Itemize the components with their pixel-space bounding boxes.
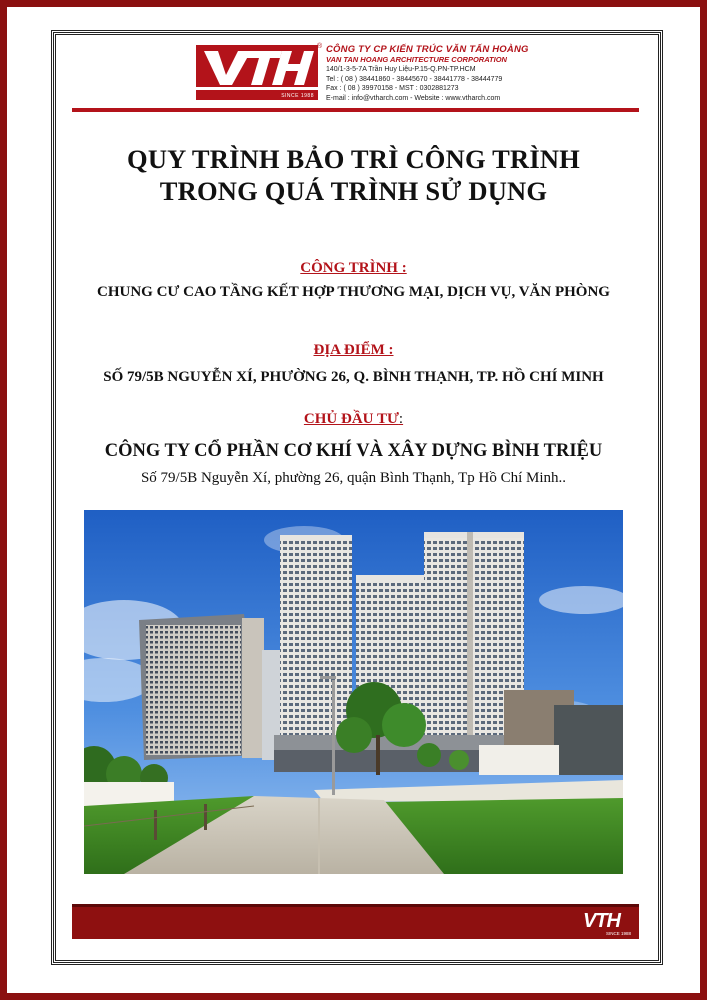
owner-label: CHỦ ĐẦU TƯ [303, 411, 399, 427]
company-name-vi: CÔNG TY CP KIẾN TRÚC VĂN TẤN HOÀNG [326, 44, 529, 55]
company-address: 140/1-3-5-7A Trần Huy Liệu-P.15-Q.PN-TP.HCM [326, 66, 476, 73]
project-value: CHUNG CƯ CAO TẦNG KẾT HỢP THƯƠNG MẠI, DỊCH VỤ, VĂN PHÒNG [97, 284, 610, 300]
company-fax: Fax : ( 08 ) 39970158 - MST : 0302881273 [326, 85, 459, 92]
owner-name: CÔNG TY CỔ PHẦN CƠ KHÍ VÀ XÂY DỰNG BÌNH TRIỆU [104, 441, 603, 461]
owner-address: Số 79/5B Nguyễn Xí, phường 26, quận Bình Thạnh, Tp Hồ Chí Minh.. [140, 470, 567, 486]
company-tel: Tel : ( 08 ) 38441860 - 38445670 - 38441778 - 38444779 [326, 75, 503, 83]
company-info [326, 44, 556, 103]
vth-logo [196, 45, 318, 100]
document-title-line1: QUY TRÌNH BẢO TRÌ CÔNG TRÌNH [127, 144, 580, 174]
owner-label-line [60, 411, 647, 428]
vth-logo-mark [196, 45, 318, 90]
footer-vth-logo [583, 911, 631, 937]
footer-logo-text: VTH [583, 910, 620, 932]
project-label: CÔNG TRÌNH : [300, 260, 407, 276]
footer-band [72, 904, 639, 939]
location-label: ĐỊA ĐIỂM : [313, 342, 394, 358]
registered-mark: ® [317, 43, 323, 50]
logo-since-text: SINCE 1988 [281, 93, 314, 99]
company-name-en: VAN TAN HOANG ARCHITECTURE CORPORATION [326, 55, 507, 64]
company-email-web: E-mail : info@vtharch.com - Website : www.vtharch.com [326, 94, 501, 102]
owner-label-colon: : [398, 411, 404, 427]
header-divider [72, 108, 639, 112]
document-title-line2: TRONG QUÁ TRÌNH SỬ DỤNG [159, 176, 548, 206]
footer-logo-since: SINCE 1988 [605, 931, 631, 936]
building-photo [84, 510, 623, 874]
location-value: SỐ 79/5B NGUYỄN XÍ, PHƯỜNG 26, Q. BÌNH THẠNH, TP. HỒ CHÍ MINH [103, 369, 604, 385]
